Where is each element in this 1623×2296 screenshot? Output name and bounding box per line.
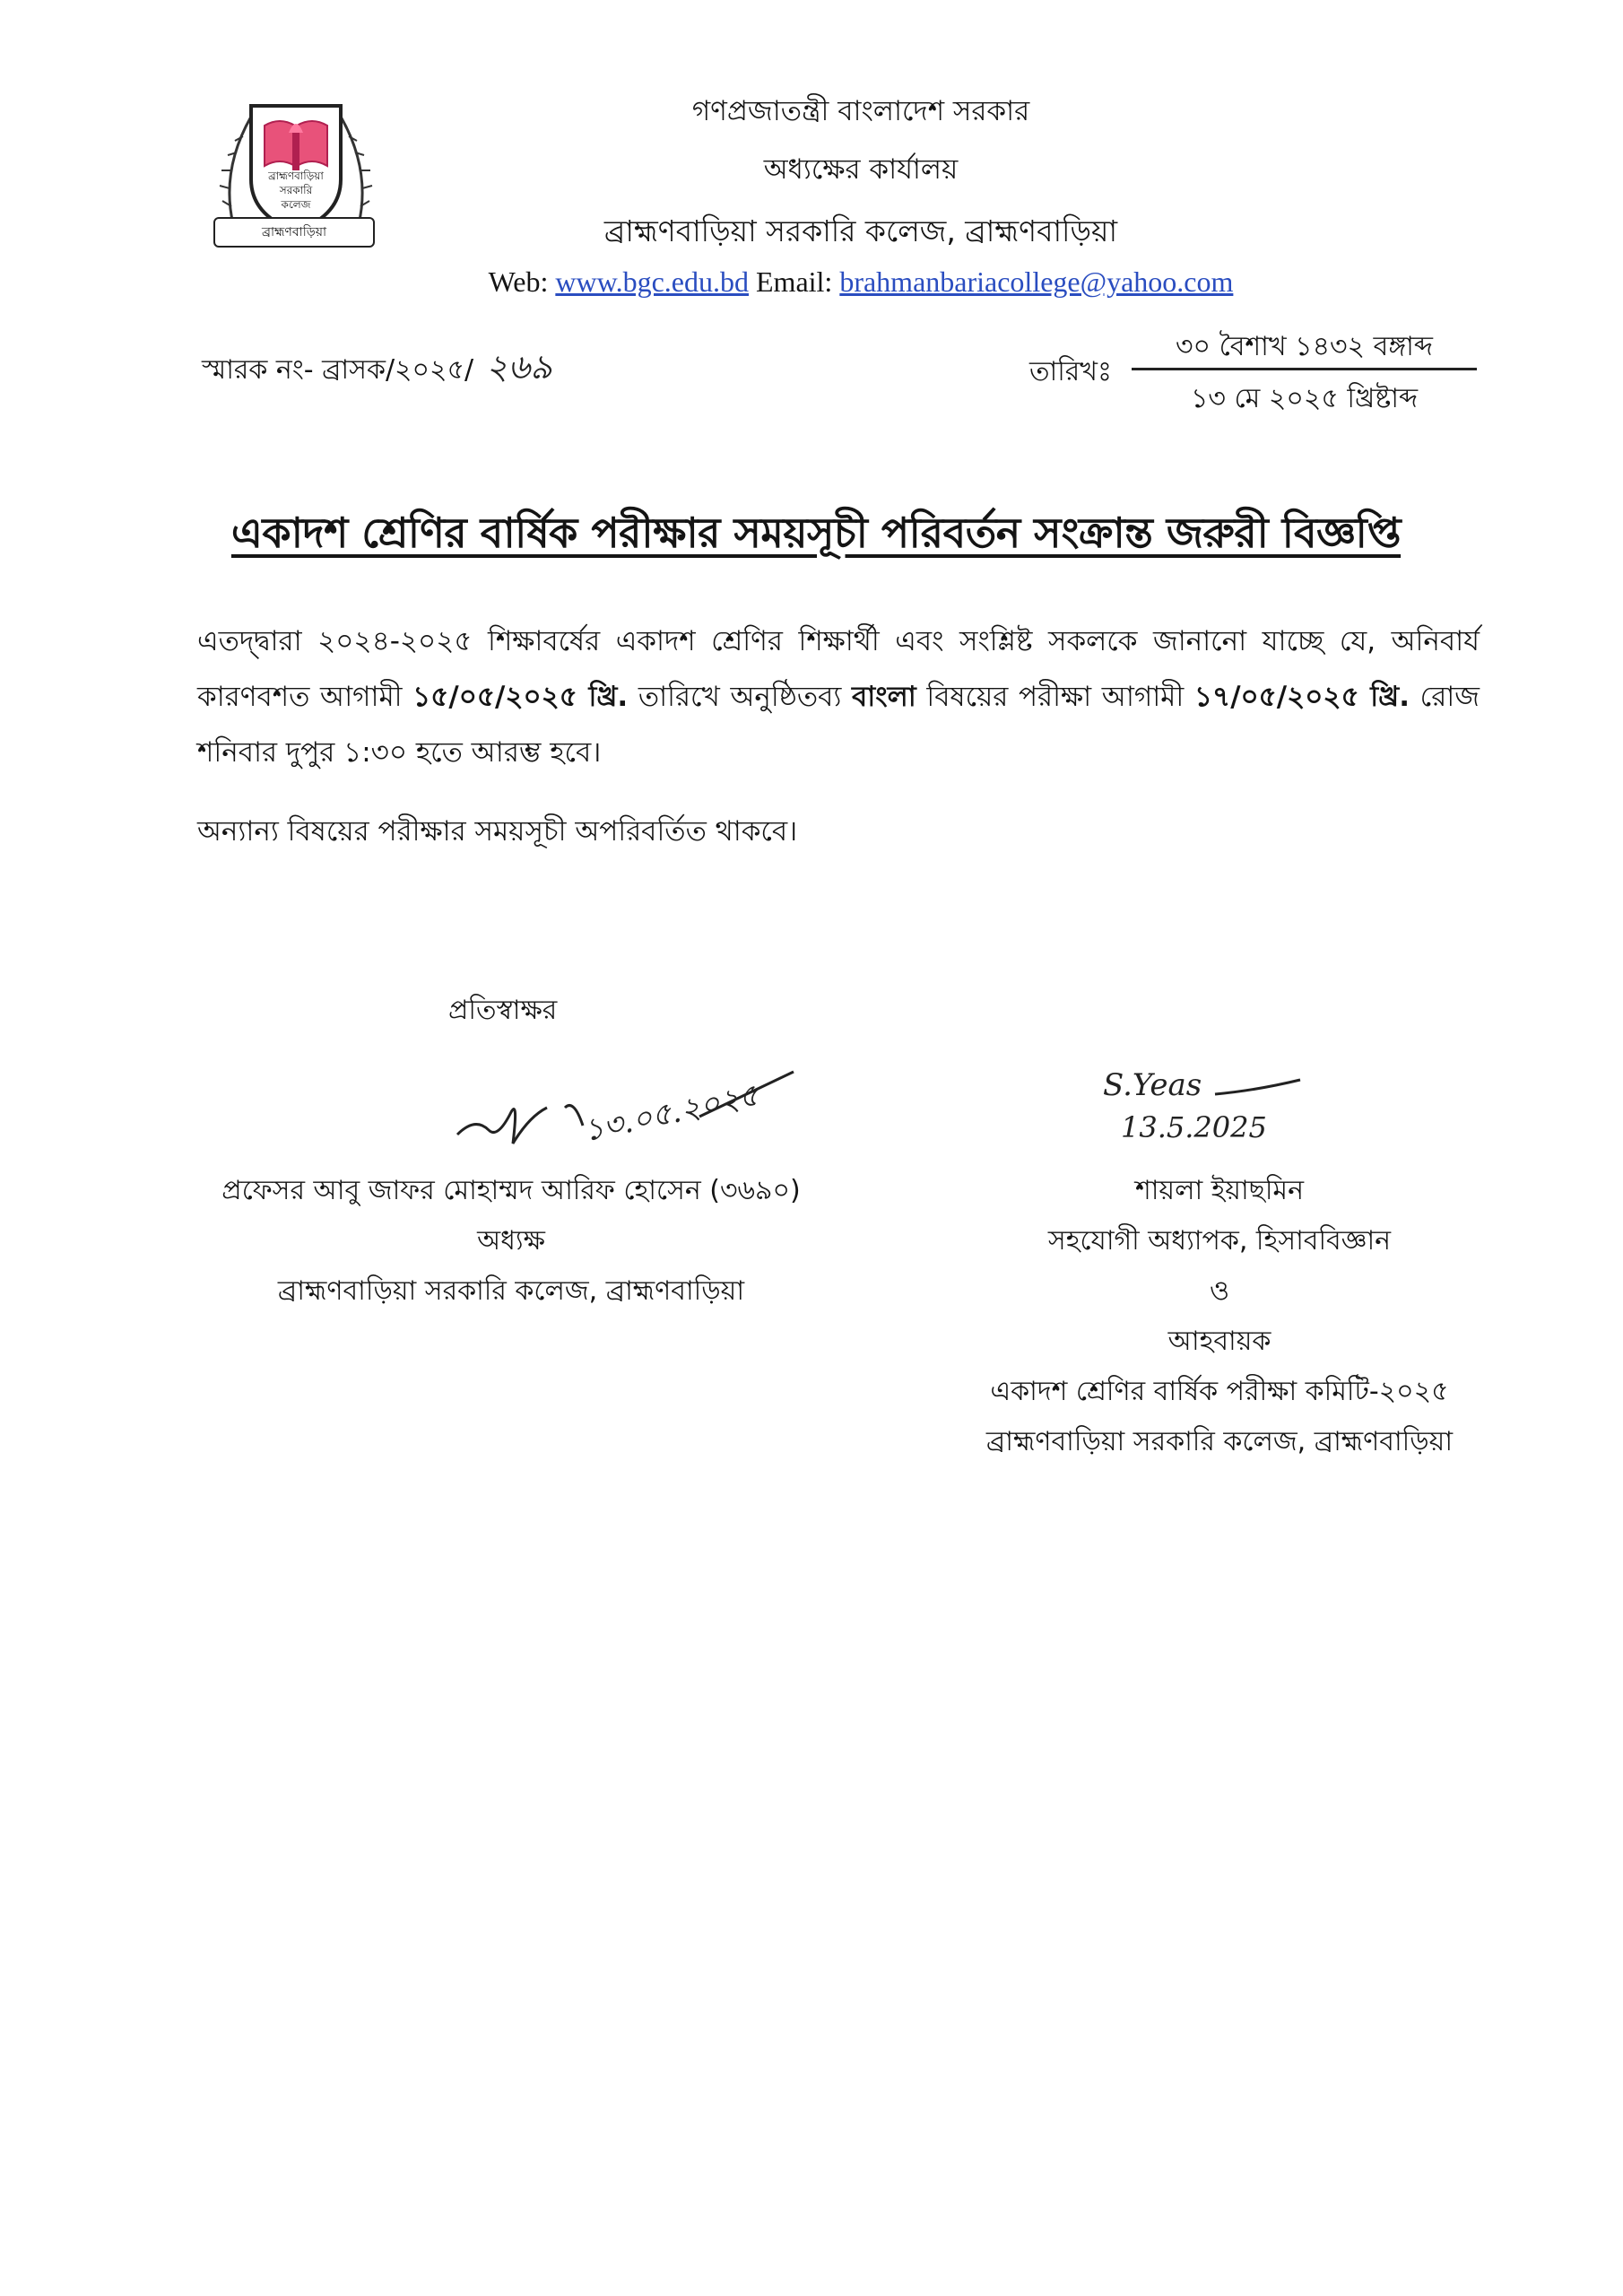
header-govt: গণপ্রজাতন্ত্রী বাংলাদেশ সরকার: [691, 95, 1030, 127]
left-signatory-designation: অধ্যক্ষ: [477, 1225, 545, 1257]
notice-title: একাদশ শ্রেণির বার্ষিক পরীক্ষার সময়সূচী পরিবর্তন সংক্রান্ত জরুরী বিজ্ঞপ্তি: [230, 509, 1402, 557]
p1-subject: বাংলা: [852, 681, 916, 713]
date-divider: [1132, 368, 1477, 370]
header-college: ব্রাহ্মণবাড়িয়া সরকারি কলেজ, ব্রাহ্মণবাড়িয়া: [603, 213, 1118, 248]
web-link[interactable]: www.bgc.edu.bd: [555, 265, 749, 298]
p1-text-d: রোজ শনিবার দুপুর ১:৩০ হতে আরম্ভ হবে।: [197, 681, 1480, 769]
notice-paragraph-1: [197, 613, 1480, 780]
p1-text-c: বিষয়ের পরীক্ষা আগামী: [916, 681, 1194, 713]
header-contact: [377, 265, 1345, 299]
right-signature-sign: S.Yeas: [1103, 1067, 1202, 1103]
memo-ref-label: স্মারক নং- ব্রাসক/২০২৫/: [202, 354, 474, 386]
right-signatory-block: [897, 1166, 1542, 1467]
right-signatory-designation: সহযোগী অধ্যাপক, হিসাববিজ্ঞান: [1047, 1225, 1392, 1257]
date-bangla: ৩০ বৈশাখ ১৪৩২ বঙ্গাব্দ: [1176, 331, 1433, 362]
logo-text-line1: ব্রাহ্মণবাড়িয়া: [268, 170, 324, 182]
right-signature: [1103, 1067, 1327, 1166]
right-signatory-committee: একাদশ শ্রেণির বার্ষিক পরীক্ষা কমিটি-২০২৫: [990, 1376, 1449, 1407]
web-label: Web:: [488, 265, 549, 298]
date-label: তারিখঃ: [1029, 356, 1112, 387]
header-office: অধ্যক্ষের কার্যালয়: [763, 153, 959, 186]
left-signature: [448, 1063, 807, 1170]
left-signatory-block: [179, 1166, 843, 1317]
p1-text-b: তারিখে অনুষ্ঠিতব্য: [628, 681, 853, 713]
p1-text-a: এতদ্দ্বারা ২০২৪-২০২৫ শিক্ষাবর্ষের একাদশ শ্রেণির শিক্ষার্থী এবং সংশ্লিষ্ট সকলকে জানানো যাচ্ছে যে, অনিবার্য কারণবশত আগামী: [197, 625, 1480, 713]
p1-new-date: ১৭/০৫/২০২৫ খ্রি.: [1193, 681, 1410, 713]
p1-old-date: ১৫/০৫/২০২৫ খ্রি.: [412, 681, 629, 713]
left-signature-date: ১৩.০৫.২০২৫: [580, 1076, 762, 1150]
right-signatory-name: শায়লা ইয়াছমিন: [1134, 1175, 1304, 1206]
email-link[interactable]: brahmanbariacollege@yahoo.com: [839, 265, 1234, 298]
memo-ref-handwritten: ২৬৯: [485, 347, 552, 387]
college-logo: [215, 90, 377, 251]
logo-text-line2: সরকারি: [279, 184, 313, 196]
logo-ribbon-text: ব্রাহ্মণবাড়িয়া: [261, 225, 327, 239]
memo-ref: [202, 341, 552, 398]
email-label: Email:: [756, 265, 833, 298]
right-signature-stroke: [1211, 1074, 1309, 1101]
countersign-label: প্রতিস্বাক্ষর: [448, 995, 558, 1026]
right-signatory-institution: ব্রাহ্মণবাড়িয়া সরকারি কলেজ, ব্রাহ্মণবাড়িয়া: [985, 1426, 1454, 1457]
left-signatory-institution: ব্রাহ্মণবাড়িয়া সরকারি কলেজ, ব্রাহ্মণবাড়িয়া: [277, 1275, 745, 1307]
right-signatory-role: আহবায়ক: [1167, 1326, 1271, 1357]
logo-ribbon: [213, 217, 375, 248]
left-signatory-name: প্রফেসর আবু জাফর মোহাম্মদ আরিফ হোসেন (৩৬৯০): [221, 1175, 801, 1206]
date-english: ১৩ মে ২০২৫ খ্রিষ্টাব্দ: [1190, 383, 1419, 414]
right-signatory-conjunction: ও: [1209, 1275, 1230, 1307]
right-signature-date: 13.5.2025: [1121, 1110, 1267, 1144]
notice-paragraph-2: অন্যান্য বিষয়ের পরীক্ষার সময়সূচী অপরিবর্তিত থাকবে।: [197, 815, 798, 848]
logo-text-line3: কলেজ: [281, 198, 311, 211]
